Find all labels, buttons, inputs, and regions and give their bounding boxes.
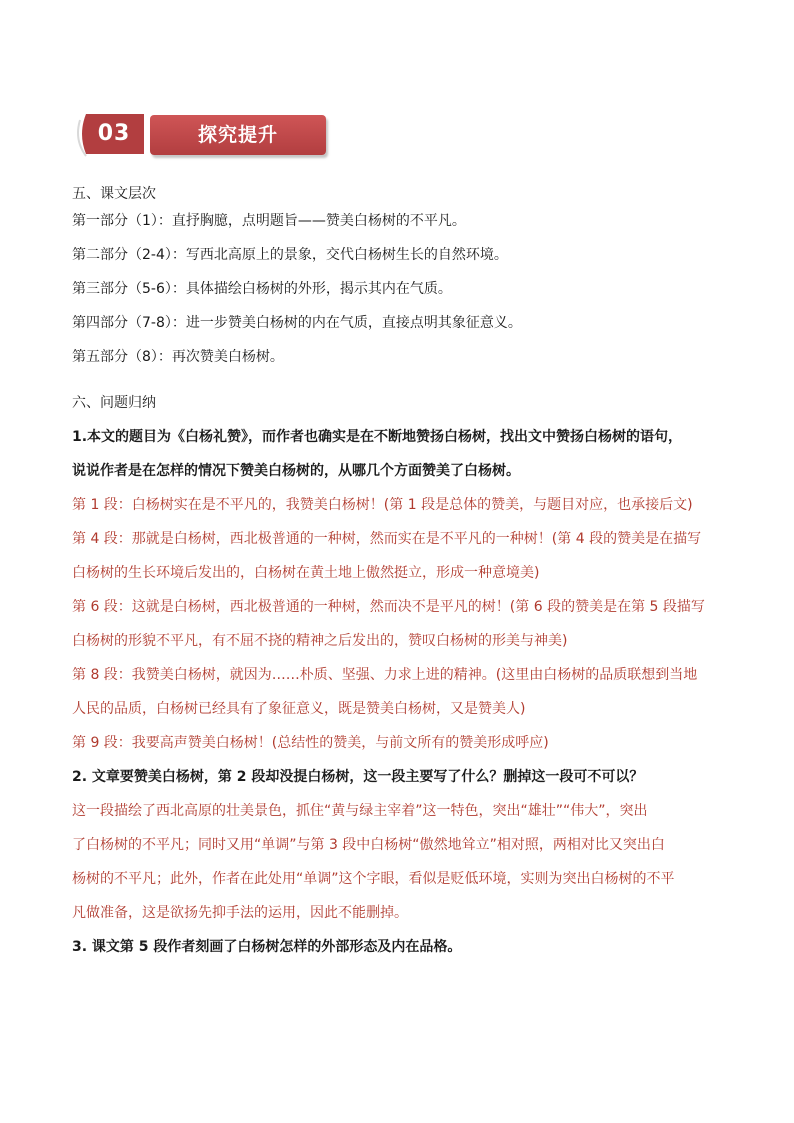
section-number: 03 [97, 121, 131, 146]
question-3: 3. 课文第 5 段作者刻画了白杨树怎样的外部形态及内在品格。 [72, 939, 462, 955]
answer-2-line: 杨树的不平凡；此外，作者在此处用“单调”这个字眼，看似是贬低环境，实则为突出白杨树的不平 [72, 871, 675, 887]
question-2: 2. 文章要赞美白杨树，第 2 段却没提白杨树，这一段主要写了什么？删掉这一段可不可以？ [72, 769, 644, 785]
answer-1-line: 人民的品质，白杨树已经具有了象征意义，既是赞美白杨树，又是赞美人) [72, 701, 526, 717]
answer-2-line: 了白杨树的不平凡；同时又用“单调”与第 3 段中白杨树“傲然地耸立”相对照，两相对比又突出白 [72, 837, 665, 853]
structure-item: 第一部分（1）：直抒胸臆，点明题旨——赞美白杨树的不平凡。 [72, 213, 466, 229]
section-badge [76, 110, 148, 158]
section5-heading: 五、课文层次 [72, 186, 156, 202]
question-1: 1.本文的题目为《白杨礼赞》，而作者也确实是在不断地赞扬白杨树，找出文中赞扬白杨树的语句， [72, 429, 683, 445]
structure-item: 第五部分（8）：再次赞美白杨树。 [72, 349, 284, 365]
answer-1-line: 第 4 段：那就是白杨树，西北极普通的一种树，然而实在是不平凡的一种树！(第 4 段的赞美是在描写 [72, 531, 702, 547]
structure-item: 第四部分（7-8）：进一步赞美白杨树的内在气质，直接点明其象征意义。 [72, 315, 522, 331]
answer-1-line: 第 6 段：这就是白杨树，西北极普通的一种树，然而决不是平凡的树！(第 6 段的赞美是在第 5 段描写 [72, 599, 705, 615]
section6-heading: 六、问题归纳 [72, 395, 156, 411]
section-title: 探究提升 [197, 124, 278, 146]
answer-1-line: 白杨树的形貌不平凡，有不屈不挠的精神之后发出的，赞叹白杨树的形美与神美) [72, 633, 568, 649]
answer-1-line: 第 1 段：白杨树实在是不平凡的，我赞美白杨树！(第 1 段是总体的赞美，与题目对应，也承接后文) [72, 497, 693, 513]
answer-1-line: 第 8 段：我赞美白杨树，就因为……朴质、坚强、力求上进的精神。(这里由白杨树的品质联想到当地 [72, 667, 698, 683]
section-title-banner [150, 115, 326, 155]
structure-item: 第三部分（5-6）：具体描绘白杨树的外形，揭示其内在气质。 [72, 281, 452, 297]
question-1-cont: 说说作者是在怎样的情况下赞美白杨树的，从哪几个方面赞美了白杨树。 [72, 463, 520, 479]
answer-2-line: 凡做准备，这是欲扬先抑手法的运用，因此不能删掉。 [72, 905, 408, 921]
structure-item: 第二部分（2-4）：写西北高原上的景象，交代白杨树生长的自然环境。 [72, 247, 508, 263]
document-body [72, 184, 732, 964]
answer-1-line: 白杨树的生长环境后发出的，白杨树在黄土地上傲然挺立，形成一种意境美) [72, 565, 540, 581]
answer-1-line: 第 9 段：我要高声赞美白杨树！(总结性的赞美，与前文所有的赞美形成呼应) [72, 735, 549, 751]
answer-2-line: 这一段描绘了西北高原的壮美景色，抓住“黄与绿主宰着”这一特色，突出“雄壮”“伟大”，突出 [72, 803, 648, 819]
